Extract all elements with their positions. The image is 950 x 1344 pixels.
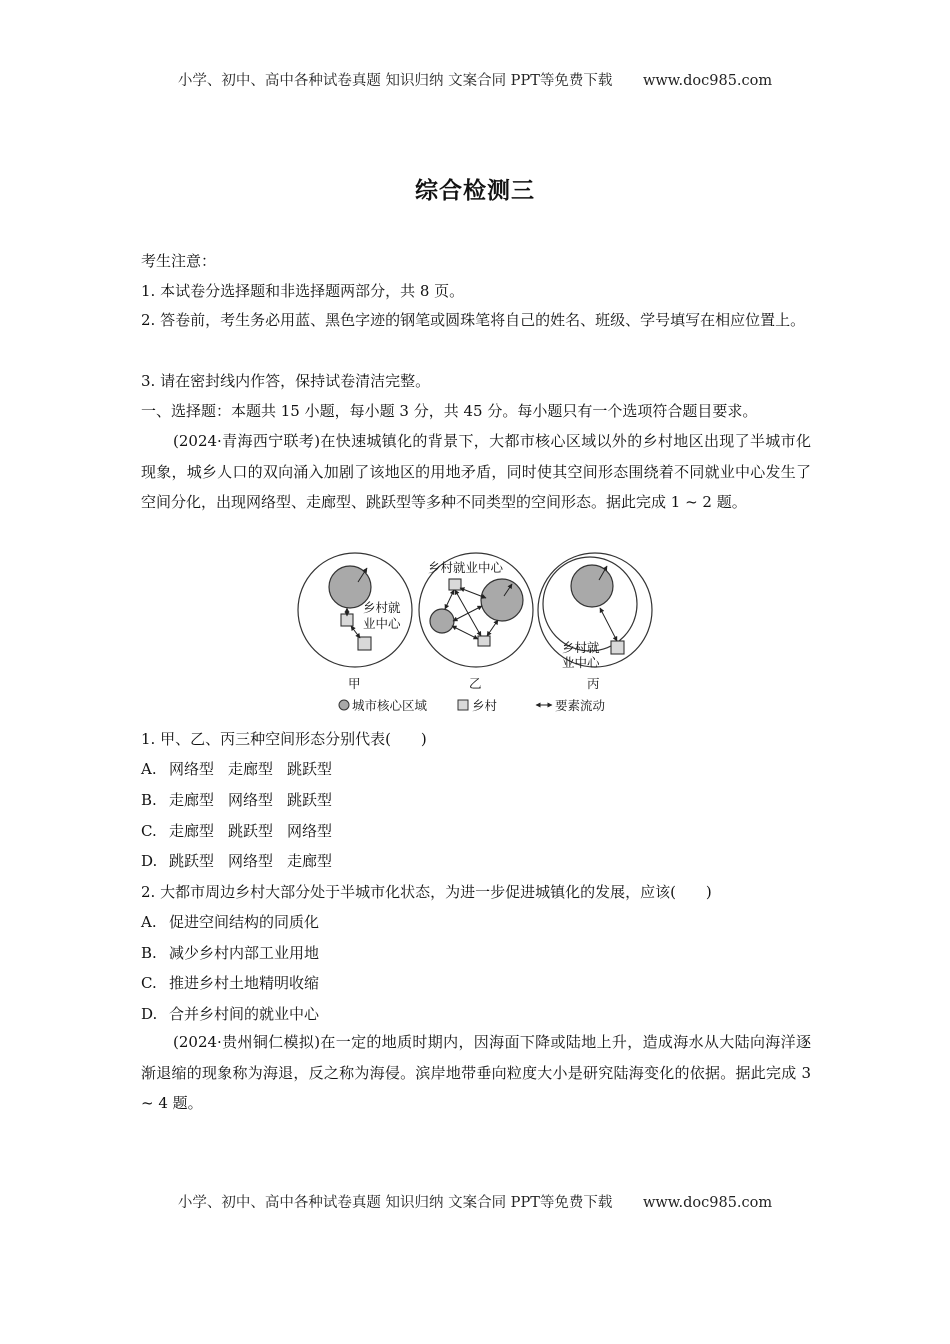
notice-item-2: 2. 答卷前，考生务必用蓝、黑色字迹的钢笔或圆珠笔将自己的姓名、班级、学号填写在相应位置上。 bbox=[141, 311, 806, 329]
village-jia-2 bbox=[358, 637, 371, 650]
village-bing bbox=[611, 641, 624, 654]
flow-arrow-yi-5 bbox=[487, 620, 498, 636]
page-title: 综合检测三 bbox=[415, 178, 535, 204]
flow-arrow-jia-2 bbox=[351, 626, 360, 638]
legend-core-symbol bbox=[339, 700, 349, 710]
passage-1-text: (2024·青海西宁联考)在快速城镇化的背景下，大都市核心区域以外的乡村地区出现了半城市化现象，城乡人口的双向涌入加剧了该地区的用地矛盾，同时使其空间形态围绕着不同就业中心发生了空间分化，出现网络型、走廊型、跳跃型等多种不同类型的空间形态。据此完成 1 ~ 2 题。 bbox=[141, 432, 811, 511]
notice-heading: 考生注意： bbox=[141, 252, 217, 270]
legend-village-label: 乡村 bbox=[472, 698, 498, 713]
question-1-option-d: D. 跳跃型 网络型 走廊型 bbox=[141, 852, 333, 870]
header-text: 小学、初中、高中各种试卷真题 知识归纳 文案合同 PPT等免费下载 bbox=[177, 73, 613, 89]
question-2-stem: 2. 大都市周边乡村大部分处于半城市化状态，为进一步促进城镇化的发展，应该( ) bbox=[141, 883, 712, 901]
label-jia-rural-center-1: 乡村就 bbox=[363, 600, 401, 615]
question-2-option-b: B. 减少乡村内部工业用地 bbox=[141, 944, 320, 962]
label-bing-rural-center-1: 乡村就 bbox=[562, 640, 600, 655]
figure-legend bbox=[339, 698, 606, 713]
legend-core-label: 城市核心区域 bbox=[352, 698, 428, 713]
label-bing: 丙 bbox=[587, 676, 600, 691]
footer-site: www.doc985.com bbox=[642, 1195, 773, 1211]
flow-arrow-yi-3 bbox=[453, 606, 482, 621]
flow-arrow-bing-1 bbox=[600, 608, 617, 641]
passage-1 bbox=[141, 426, 811, 518]
flow-arrow-yi-4 bbox=[452, 626, 478, 639]
legend-village-symbol bbox=[458, 700, 468, 710]
label-yi-rural-center: 乡村就业中心 bbox=[428, 560, 504, 575]
label-bing-rural-center-2: 业中心 bbox=[562, 655, 600, 670]
section-heading: 一、选择题：本题共 15 小题，每小题 3 分，共 45 分。每小题只有一个选项符合题目要求。 bbox=[141, 402, 758, 420]
notice-item-3: 3. 请在密封线内作答，保持试卷清洁完整。 bbox=[141, 372, 431, 390]
passage-2-text: (2024·贵州铜仁模拟)在一定的地质时期内，因海面下降或陆地上升，造成海水从大陆向海洋逐渐退缩的现象称为海退，反之称为海侵。滨岸地带垂向粒度大小是研究陆海变化的依据。据此完成 3 ~ 4 题。 bbox=[141, 1033, 811, 1112]
core-area-bing bbox=[571, 565, 613, 607]
question-2-option-c: C. 推进乡村土地精明收缩 bbox=[141, 974, 320, 992]
question-1-option-b: B. 走廊型 网络型 跳跃型 bbox=[141, 791, 333, 809]
passage-2 bbox=[141, 1027, 811, 1119]
footer-text: 小学、初中、高中各种试卷真题 知识归纳 文案合同 PPT等免费下载 bbox=[177, 1195, 613, 1211]
question-1-option-a: A. 网络型 走廊型 跳跃型 bbox=[141, 760, 333, 778]
core-area-yi-large bbox=[481, 579, 523, 621]
notice-item-1: 1. 本试卷分选择题和非选择题两部分，共 8 页。 bbox=[141, 282, 465, 300]
legend-flow-label: 要素流动 bbox=[555, 698, 606, 713]
page-header bbox=[0, 69, 950, 90]
village-yi-bottom bbox=[478, 636, 490, 646]
spatial-form-figure bbox=[294, 548, 662, 720]
question-2-option-a: A. 促进空间结构的同质化 bbox=[141, 913, 320, 931]
page-footer bbox=[0, 1191, 950, 1212]
question-1-option-c: C. 走廊型 跳跃型 网络型 bbox=[141, 822, 333, 840]
label-jia: 甲 bbox=[348, 676, 361, 691]
label-yi: 乙 bbox=[469, 676, 482, 691]
flow-arrow-yi-2 bbox=[445, 590, 454, 609]
question-1-stem: 1. 甲、乙、丙三种空间形态分别代表( ) bbox=[141, 730, 427, 748]
core-area-yi-small bbox=[430, 609, 454, 633]
header-site: www.doc985.com bbox=[642, 73, 773, 89]
question-2-option-d: D. 合并乡村间的就业中心 bbox=[141, 1005, 320, 1023]
label-jia-rural-center-2: 业中心 bbox=[363, 616, 401, 631]
village-yi-top bbox=[449, 579, 461, 590]
